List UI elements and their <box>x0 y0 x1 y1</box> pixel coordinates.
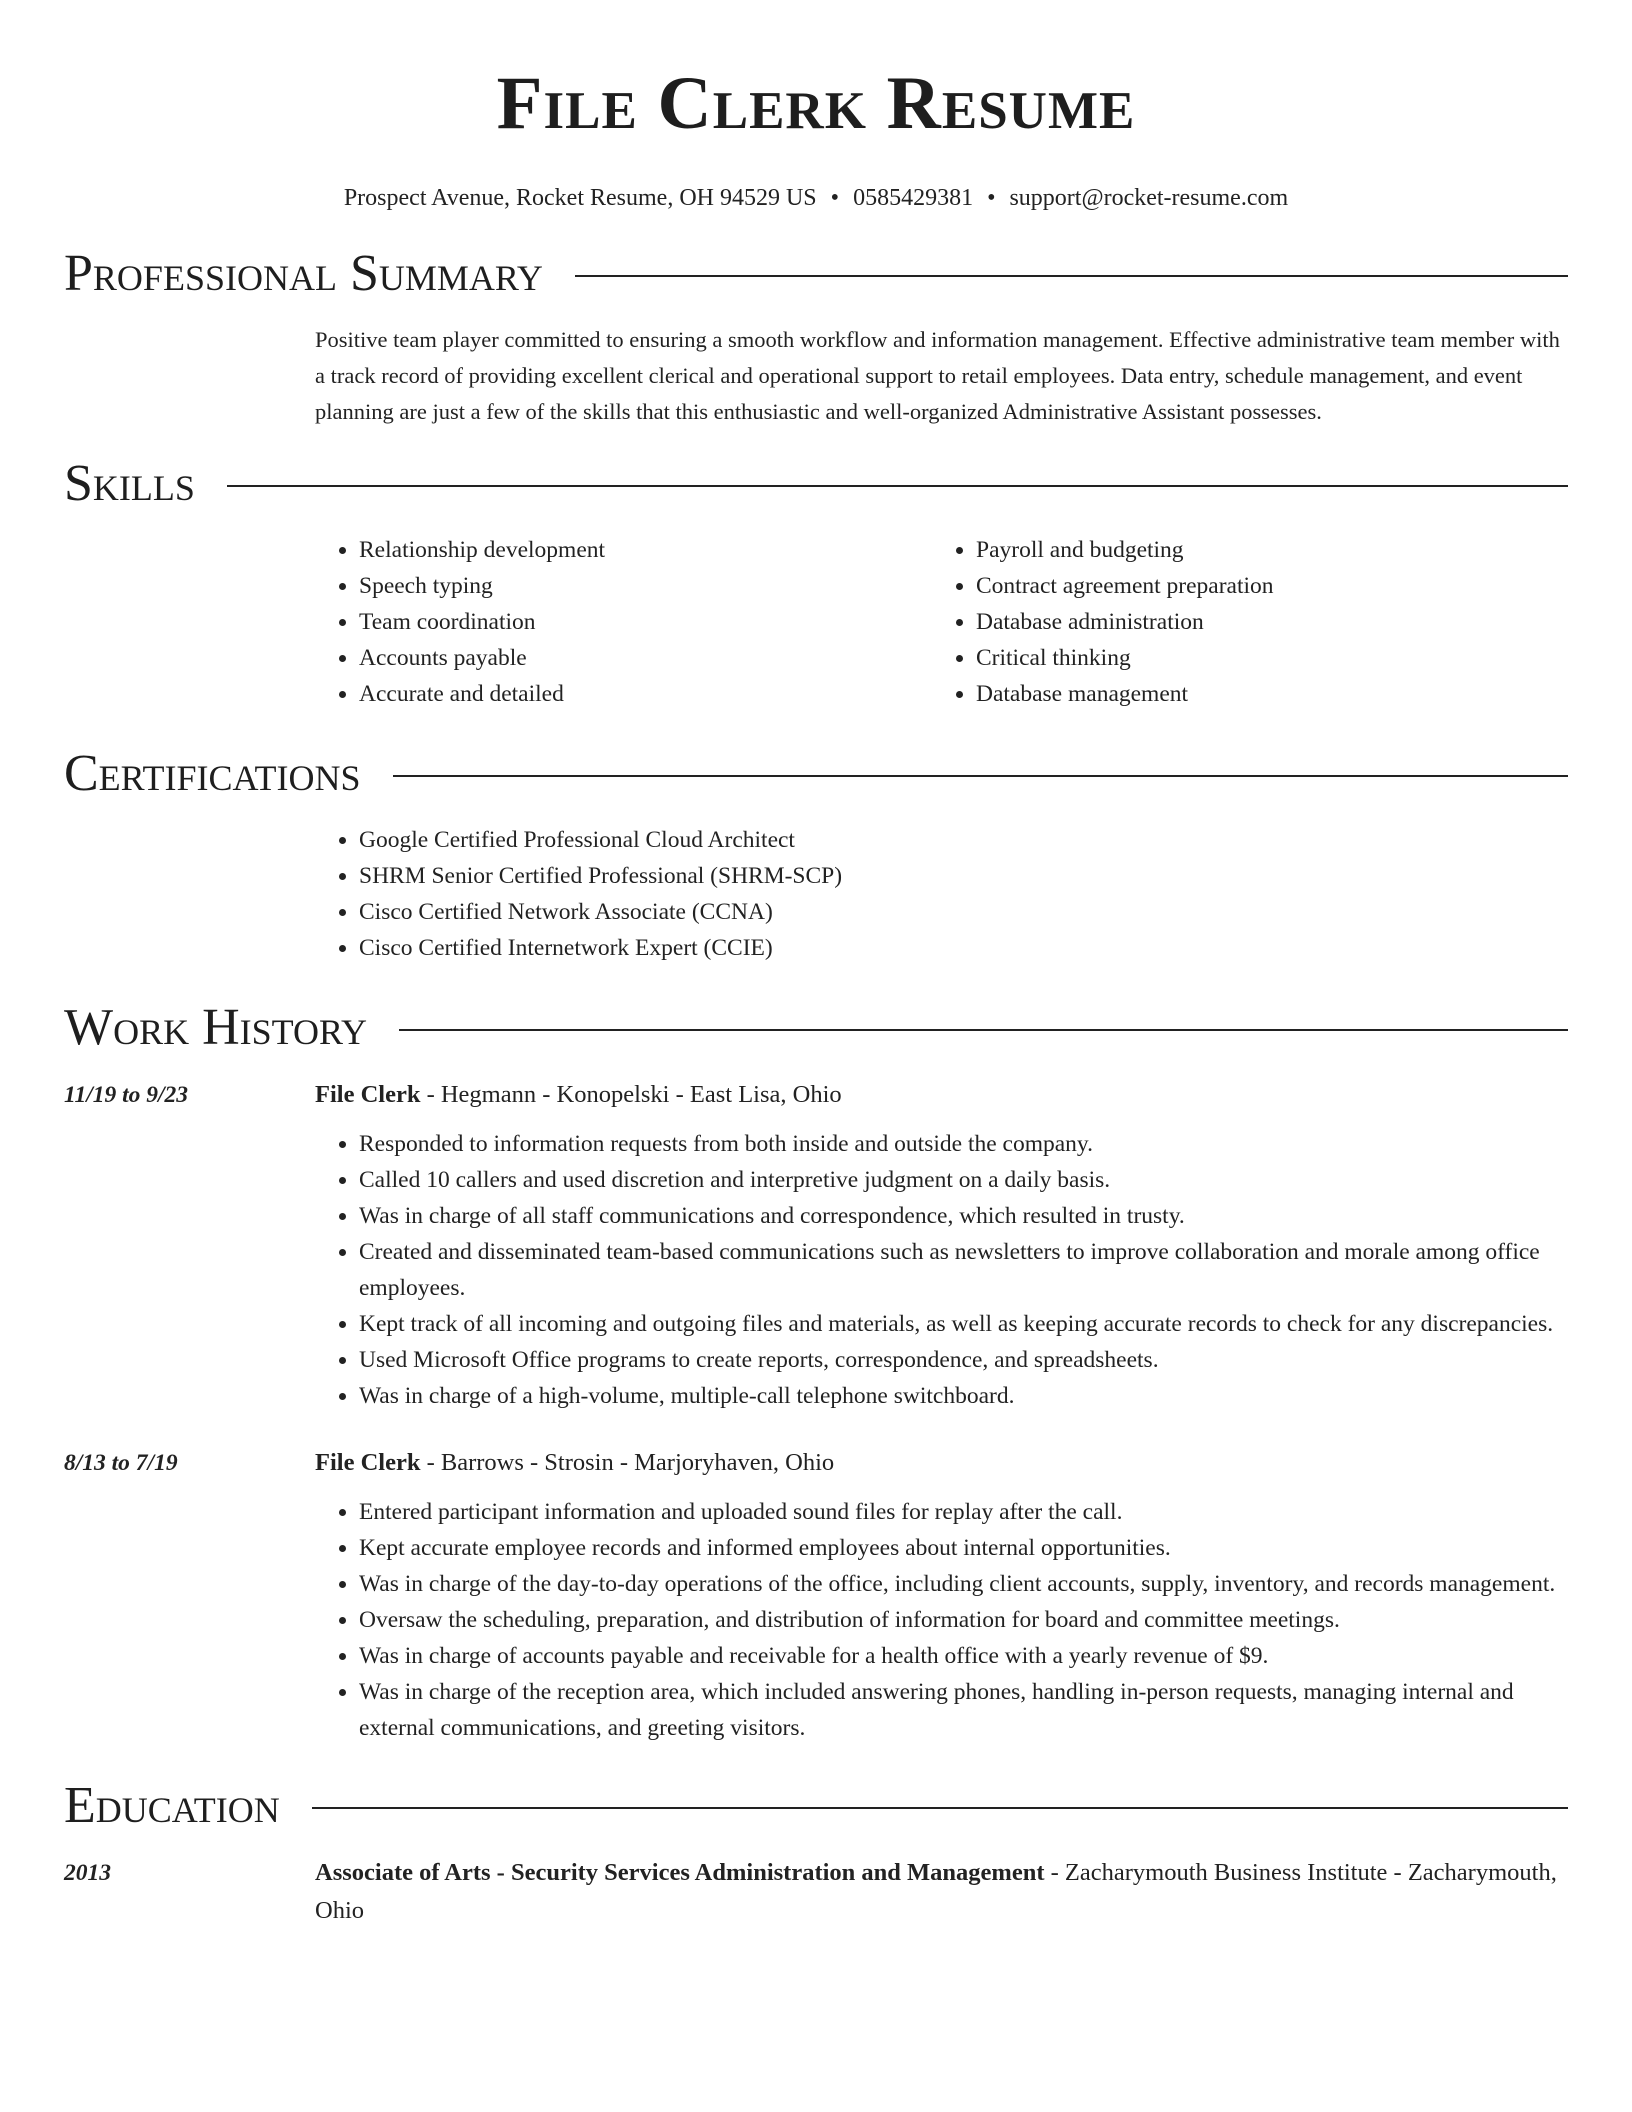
job-bullets <box>315 1494 1568 1746</box>
education-degree: Associate of Arts - Security Services Administration and Management <box>315 1859 1045 1886</box>
skill-item: • Relationship development <box>359 532 932 568</box>
skills-column-right <box>932 532 1549 712</box>
education-year: 2013 <box>64 1860 111 1886</box>
skills-heading: Skills <box>64 455 195 512</box>
summary-text: Positive team player committed to ensuring a smooth workflow and information management. Effective administrative team member with a track record of providing excellent clerical and operational support to retail employees. Data entry, schedule management, and event planning are just a few of the skills that this enthusiastic and well-organized Administrative Assistant possesses. <box>315 327 1560 424</box>
skills-list <box>315 532 1568 712</box>
contact-separator: • <box>987 185 996 211</box>
certifications-list <box>315 822 1568 966</box>
education-section-header <box>64 1774 1568 1838</box>
summary-section-header <box>64 242 1568 306</box>
job-bullet: • Entered participant information and uploaded sound files for replay after the call. <box>359 1494 1568 1530</box>
skills-column-left <box>315 532 932 712</box>
work-history-section-header <box>64 996 1568 1060</box>
job-heading <box>315 1444 1568 1482</box>
job-bullet: • Kept accurate employee records and informed employees about internal opportunities. <box>359 1530 1568 1566</box>
education-heading-line <box>315 1854 1568 1930</box>
job-body <box>315 1076 1568 1414</box>
job-bullet: • Called 10 callers and used discretion and interpretive judgment on a daily basis. <box>359 1162 1568 1198</box>
resume-title: File Clerk Resume <box>496 62 1136 145</box>
section-divider <box>227 485 1568 487</box>
education-school: - Zacharymouth Business Institute - Zacharymouth, Ohio <box>315 1859 1557 1924</box>
section-divider <box>312 1807 1568 1809</box>
job-employer: - Barrows - Strosin - Marjoryhaven, Ohio <box>420 1449 835 1476</box>
education-heading: Education <box>64 1777 280 1834</box>
skill-item: • Payroll and budgeting <box>976 532 1549 568</box>
certifications-section-header <box>64 742 1568 806</box>
skill-item: • Contract agreement preparation <box>976 568 1549 604</box>
contact-separator: • <box>830 185 840 211</box>
skill-item: • Accurate and detailed <box>359 676 932 712</box>
education-body <box>315 1854 1568 1930</box>
job-bullet: • Oversaw the scheduling, preparation, and distribution of information for board and committee meetings. <box>359 1602 1568 1638</box>
job-bullet: • Was in charge of all staff communications and correspondence, which resulted in trusty. <box>359 1198 1568 1234</box>
job-bullet: • Was in charge of a high-volume, multiple-call telephone switchboard. <box>359 1378 1568 1414</box>
job-bullet: • Was in charge of accounts payable and receivable for a health office with a yearly revenue of $9. <box>359 1638 1568 1674</box>
contact-line <box>64 184 1568 212</box>
job-employer: - Hegmann - Konopelski - East Lisa, Ohio <box>420 1081 842 1108</box>
certification-item: • Cisco Certified Internetwork Expert (CCIE) <box>359 930 1568 966</box>
certifications-heading: Certifications <box>64 745 361 802</box>
job-bullets <box>315 1126 1568 1414</box>
certification-item: • Cisco Certified Network Associate (CCNA) <box>359 894 1568 930</box>
resume-page <box>64 0 1568 1930</box>
section-divider <box>393 775 1568 777</box>
job-bullet: • Created and disseminated team-based communications such as newsletters to improve collaboration and morale among office employees. <box>359 1234 1568 1306</box>
skill-item: • Database management <box>976 676 1549 712</box>
job-bullet: • Was in charge of the reception area, which included answering phones, handling in-person requests, managing internal and external communications, and greeting visitors. <box>359 1674 1568 1746</box>
job-entry <box>64 1444 1568 1746</box>
education-entry <box>64 1854 1568 1930</box>
skill-item: • Critical thinking <box>976 640 1549 676</box>
certification-item: • SHRM Senior Certified Professional (SHRM-SCP) <box>359 858 1568 894</box>
job-bullet: • Was in charge of the day-to-day operations of the office, including client accounts, supply, inventory, and records management. <box>359 1566 1568 1602</box>
skills-section-header <box>64 452 1568 516</box>
job-body <box>315 1444 1568 1746</box>
job-heading <box>315 1076 1568 1114</box>
job-title: File Clerk <box>315 1449 421 1476</box>
skill-item: • Speech typing <box>359 568 932 604</box>
section-divider <box>399 1029 1568 1031</box>
job-bullet: • Used Microsoft Office programs to create reports, correspondence, and spreadsheets. <box>359 1342 1568 1378</box>
contact-address: Prospect Avenue, Rocket Resume, OH 94529 US <box>343 185 817 211</box>
job-title: File Clerk <box>315 1081 421 1108</box>
job-dates: 8/13 to 7/19 <box>64 1450 178 1476</box>
section-divider <box>575 275 1568 277</box>
skill-item: • Accounts payable <box>359 640 932 676</box>
job-entry <box>64 1076 1568 1414</box>
contact-email: support@rocket-resume.com <box>1009 185 1289 211</box>
contact-phone: 0585429381 <box>853 185 974 211</box>
certification-item: • Google Certified Professional Cloud Architect <box>359 822 1568 858</box>
skill-item: • Database administration <box>976 604 1549 640</box>
job-dates: 11/19 to 9/23 <box>64 1082 189 1108</box>
work-history-heading: Work History <box>64 999 368 1056</box>
summary-heading: Professional Summary <box>64 245 543 302</box>
job-bullet: • Responded to information requests from both inside and outside the company. <box>359 1126 1568 1162</box>
job-bullet: • Kept track of all incoming and outgoing files and materials, as well as keeping accurate records to check for any discrepancies. <box>359 1306 1568 1342</box>
skill-item: • Team coordination <box>359 604 932 640</box>
